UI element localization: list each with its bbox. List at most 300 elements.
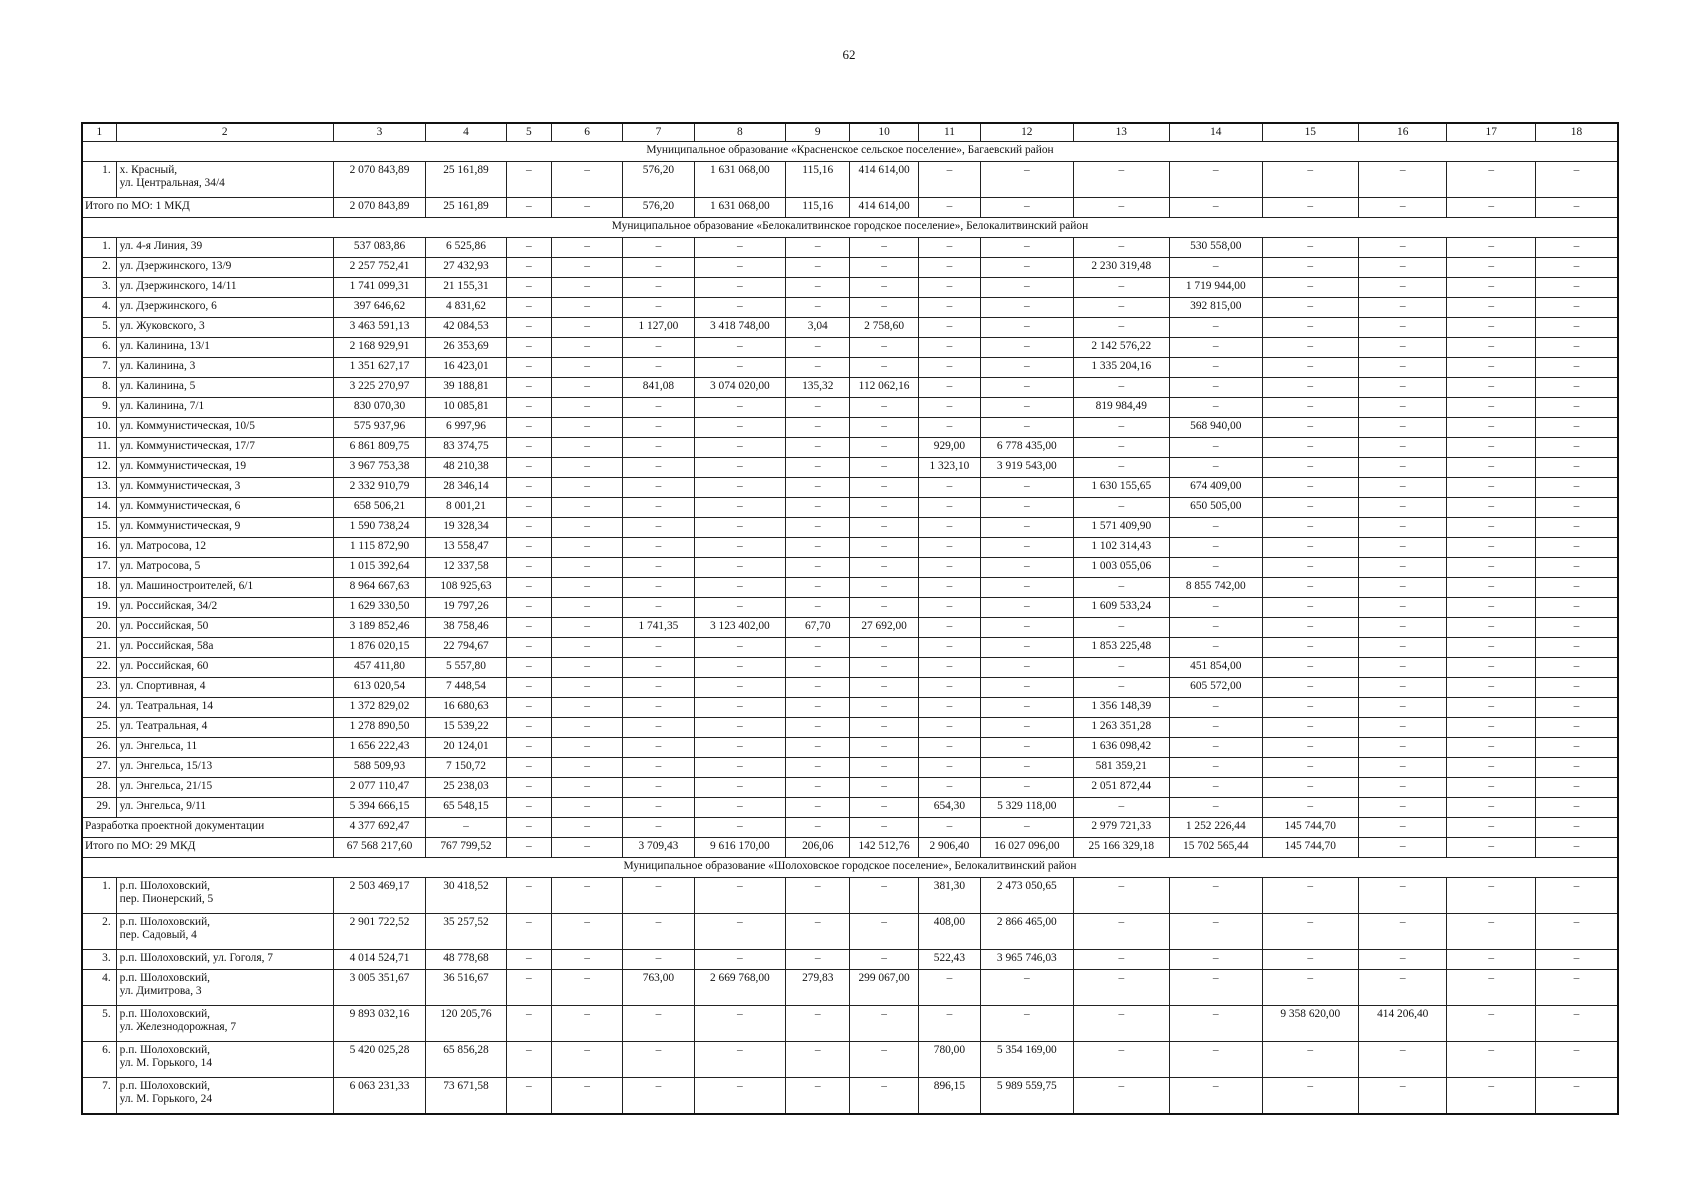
value-cell: 19 328,34	[426, 518, 506, 538]
table-row	[82, 298, 1618, 318]
total-value-cell: –	[551, 818, 622, 838]
value-cell: –	[850, 798, 918, 818]
value-cell: 1 631 068,00	[694, 162, 785, 198]
value-cell: –	[1170, 258, 1262, 278]
value-cell: 115,16	[786, 162, 850, 198]
address-line: р.п. Шолоховский,	[119, 1080, 211, 1092]
address-line: ул. Коммунистическая, 9	[119, 520, 241, 532]
value-cell: –	[918, 298, 980, 318]
value-cell: –	[506, 238, 551, 258]
value-cell: 763,00	[623, 970, 694, 1006]
total-row	[82, 198, 1618, 218]
value-cell: –	[623, 538, 694, 558]
value-cell: 28 346,14	[426, 478, 506, 498]
value-cell: –	[1447, 638, 1535, 658]
value-cell: –	[1262, 798, 1359, 818]
value-cell: –	[850, 1042, 918, 1078]
table-row	[82, 678, 1618, 698]
value-cell: –	[850, 658, 918, 678]
value-cell: 6 861 809,75	[333, 438, 425, 458]
table-row	[82, 418, 1618, 438]
value-cell: 16 423,01	[426, 358, 506, 378]
value-cell: –	[1170, 638, 1262, 658]
value-cell: –	[1359, 758, 1447, 778]
value-cell: –	[506, 398, 551, 418]
value-cell: 13 558,47	[426, 538, 506, 558]
value-cell: –	[786, 638, 850, 658]
value-cell: –	[850, 598, 918, 618]
value-cell: –	[981, 578, 1073, 598]
address-line: ул. Коммунистическая, 19	[119, 460, 247, 472]
value-cell: –	[623, 258, 694, 278]
value-cell: –	[1262, 238, 1359, 258]
value-cell: –	[1170, 950, 1262, 970]
row-number: 5.	[82, 1006, 116, 1042]
value-cell: –	[506, 678, 551, 698]
total-value-cell: –	[551, 838, 622, 858]
value-cell: –	[1262, 698, 1359, 718]
row-number: 14.	[82, 498, 116, 518]
address-cell	[116, 358, 333, 378]
value-cell: –	[694, 878, 785, 914]
table-row	[82, 238, 1618, 258]
value-cell: –	[1073, 878, 1170, 914]
total-value-cell: –	[1535, 198, 1618, 218]
value-cell: –	[918, 418, 980, 438]
value-cell: –	[1447, 1006, 1535, 1042]
value-cell: –	[786, 658, 850, 678]
total-value-cell: –	[426, 818, 506, 838]
column-number: 2	[116, 123, 333, 142]
total-value-cell: 2 906,40	[918, 838, 980, 858]
value-cell: 1 003 055,06	[1073, 558, 1170, 578]
value-cell: 588 509,93	[333, 758, 425, 778]
value-cell: –	[1073, 1042, 1170, 1078]
value-cell: –	[623, 778, 694, 798]
value-cell: –	[981, 358, 1073, 378]
value-cell: –	[694, 278, 785, 298]
value-cell: –	[1262, 1078, 1359, 1115]
value-cell: 2 257 752,41	[333, 258, 425, 278]
value-cell: –	[694, 338, 785, 358]
address-cell	[116, 318, 333, 338]
value-cell: –	[1262, 738, 1359, 758]
table-row	[82, 438, 1618, 458]
table-row	[82, 358, 1618, 378]
value-cell: 2 758,60	[850, 318, 918, 338]
value-cell: 929,00	[918, 438, 980, 458]
address-line: ул. Энгельса, 11	[119, 740, 198, 752]
address-cell	[116, 798, 333, 818]
address-line: х. Красный,	[119, 164, 178, 176]
value-cell: –	[918, 638, 980, 658]
address-cell	[116, 658, 333, 678]
value-cell: 65 548,15	[426, 798, 506, 818]
row-number: 4.	[82, 298, 116, 318]
table-row	[82, 258, 1618, 278]
address-line: ул. Коммунистическая, 10/5	[119, 420, 255, 432]
value-cell: –	[1073, 658, 1170, 678]
value-cell: 654,30	[918, 798, 980, 818]
value-cell: –	[786, 598, 850, 618]
value-cell: 48 210,38	[426, 458, 506, 478]
value-cell: –	[551, 238, 622, 258]
address-line: ул. Энгельса, 15/13	[119, 760, 213, 772]
total-value-cell: 206,06	[786, 838, 850, 858]
value-cell: –	[506, 538, 551, 558]
value-cell: –	[1262, 658, 1359, 678]
value-cell: 1 853 225,48	[1073, 638, 1170, 658]
value-cell: –	[981, 278, 1073, 298]
value-cell: –	[623, 278, 694, 298]
value-cell: –	[1535, 678, 1618, 698]
value-cell: –	[1359, 1078, 1447, 1115]
value-cell: –	[1170, 538, 1262, 558]
row-number: 20.	[82, 618, 116, 638]
value-cell: –	[1447, 718, 1535, 738]
value-cell: –	[506, 278, 551, 298]
value-cell: –	[1073, 318, 1170, 338]
value-cell: –	[1535, 458, 1618, 478]
value-cell: 9 893 032,16	[333, 1006, 425, 1042]
row-number: 2.	[82, 258, 116, 278]
value-cell: 65 856,28	[426, 1042, 506, 1078]
total-value-cell: –	[981, 818, 1073, 838]
value-cell: –	[551, 598, 622, 618]
value-cell: –	[1170, 618, 1262, 638]
total-value-cell: –	[1262, 198, 1359, 218]
value-cell: 12 337,58	[426, 558, 506, 578]
row-number: 1.	[82, 878, 116, 914]
value-cell: –	[551, 914, 622, 950]
value-cell: –	[623, 758, 694, 778]
address-cell	[116, 914, 333, 950]
row-number: 25.	[82, 718, 116, 738]
value-cell: 397 646,62	[333, 298, 425, 318]
total-label: Итого по МО: 1 МКД	[82, 198, 333, 218]
total-value-cell: 576,20	[623, 198, 694, 218]
value-cell: –	[786, 398, 850, 418]
value-cell: 1 015 392,64	[333, 558, 425, 578]
value-cell: –	[1447, 162, 1535, 198]
value-cell: –	[850, 338, 918, 358]
value-cell: 1 263 351,28	[1073, 718, 1170, 738]
value-cell: 16 680,63	[426, 698, 506, 718]
value-cell: –	[551, 698, 622, 718]
total-value-cell: 1 631 068,00	[694, 198, 785, 218]
table-row	[82, 1078, 1618, 1115]
value-cell: –	[1535, 658, 1618, 678]
table-row	[82, 498, 1618, 518]
section-title: Муниципальное образование «Белокалитвинское городское поселение», Белокалитвинский район	[82, 218, 1618, 238]
total-value-cell: –	[551, 198, 622, 218]
value-cell: –	[981, 718, 1073, 738]
value-cell: 6 063 231,33	[333, 1078, 425, 1115]
value-cell: –	[786, 1042, 850, 1078]
value-cell: –	[506, 658, 551, 678]
address-cell	[116, 758, 333, 778]
column-number: 7	[623, 123, 694, 142]
address-line: р.п. Шолоховский,	[119, 1044, 211, 1056]
value-cell: –	[1073, 438, 1170, 458]
value-cell: –	[1262, 398, 1359, 418]
value-cell: –	[850, 258, 918, 278]
value-cell: –	[1447, 1078, 1535, 1115]
value-cell: 650 505,00	[1170, 498, 1262, 518]
value-cell: –	[1073, 914, 1170, 950]
address-cell	[116, 718, 333, 738]
value-cell: –	[850, 1006, 918, 1042]
value-cell: 1 609 533,24	[1073, 598, 1170, 618]
value-cell: 830 070,30	[333, 398, 425, 418]
table-row	[82, 398, 1618, 418]
value-cell: –	[981, 658, 1073, 678]
value-cell: –	[1447, 398, 1535, 418]
value-cell: –	[1262, 950, 1359, 970]
value-cell: –	[506, 618, 551, 638]
total-value-cell: 16 027 096,00	[981, 838, 1073, 858]
value-cell: –	[1535, 914, 1618, 950]
value-cell: 6 525,86	[426, 238, 506, 258]
value-cell: –	[551, 438, 622, 458]
value-cell: –	[506, 970, 551, 1006]
row-number: 26.	[82, 738, 116, 758]
total-value-cell: –	[623, 818, 694, 838]
address-line: ул. Российская, 50	[119, 620, 209, 632]
value-cell: –	[1447, 538, 1535, 558]
table-row	[82, 598, 1618, 618]
value-cell: –	[1170, 1006, 1262, 1042]
address-cell	[116, 162, 333, 198]
value-cell: –	[506, 1042, 551, 1078]
value-cell: –	[1359, 498, 1447, 518]
value-cell: –	[1535, 358, 1618, 378]
value-cell: –	[786, 778, 850, 798]
value-cell: –	[981, 162, 1073, 198]
value-cell: –	[1262, 498, 1359, 518]
address-line: ул. Калинина, 3	[119, 360, 196, 372]
value-cell: –	[694, 698, 785, 718]
total-value-cell: –	[850, 818, 918, 838]
value-cell: –	[1170, 358, 1262, 378]
value-cell: –	[694, 914, 785, 950]
value-cell: –	[1447, 950, 1535, 970]
table-row	[82, 718, 1618, 738]
value-cell: –	[623, 598, 694, 618]
value-cell: 2 669 768,00	[694, 970, 785, 1006]
column-number: 3	[333, 123, 425, 142]
value-cell: –	[1262, 518, 1359, 538]
value-cell: –	[506, 358, 551, 378]
value-cell: –	[506, 914, 551, 950]
row-number: 9.	[82, 398, 116, 418]
address-cell	[116, 398, 333, 418]
value-cell: –	[694, 398, 785, 418]
value-cell: –	[1535, 338, 1618, 358]
address-line: ул. М. Горького, 24	[119, 1093, 213, 1105]
value-cell: –	[1262, 338, 1359, 358]
address-cell	[116, 598, 333, 618]
value-cell: –	[694, 518, 785, 538]
value-cell: –	[1073, 458, 1170, 478]
table-row	[82, 318, 1618, 338]
row-number: 3.	[82, 278, 116, 298]
value-cell: –	[1535, 558, 1618, 578]
value-cell: –	[786, 538, 850, 558]
row-number: 6.	[82, 338, 116, 358]
value-cell: –	[1535, 1078, 1618, 1115]
value-cell: 1 636 098,42	[1073, 738, 1170, 758]
value-cell: –	[918, 318, 980, 338]
value-cell: –	[551, 798, 622, 818]
value-cell: 581 359,21	[1073, 758, 1170, 778]
value-cell: –	[850, 418, 918, 438]
value-cell: –	[850, 518, 918, 538]
table-row	[82, 658, 1618, 678]
value-cell: –	[786, 950, 850, 970]
value-cell: –	[981, 378, 1073, 398]
address-cell	[116, 438, 333, 458]
value-cell: –	[623, 518, 694, 538]
value-cell: –	[694, 538, 785, 558]
value-cell: –	[551, 418, 622, 438]
value-cell: –	[981, 298, 1073, 318]
column-number: 18	[1535, 123, 1618, 142]
value-cell: –	[694, 1006, 785, 1042]
value-cell: –	[551, 638, 622, 658]
value-cell: –	[506, 798, 551, 818]
value-cell: –	[551, 1006, 622, 1042]
value-cell: 530 558,00	[1170, 238, 1262, 258]
section-header-row	[82, 218, 1618, 238]
row-number: 1.	[82, 238, 116, 258]
total-value-cell: 67 568 217,60	[333, 838, 425, 858]
value-cell: –	[1447, 914, 1535, 950]
row-number: 15.	[82, 518, 116, 538]
value-cell: –	[1535, 298, 1618, 318]
value-cell: –	[1073, 278, 1170, 298]
table-row	[82, 338, 1618, 358]
value-cell: 3 967 753,38	[333, 458, 425, 478]
value-cell: –	[981, 418, 1073, 438]
total-value-cell: 25 166 329,18	[1073, 838, 1170, 858]
value-cell: 1 719 944,00	[1170, 278, 1262, 298]
total-value-cell: 3 709,43	[623, 838, 694, 858]
value-cell: –	[1262, 1042, 1359, 1078]
value-cell: –	[1535, 538, 1618, 558]
value-cell: –	[506, 598, 551, 618]
address-cell	[116, 678, 333, 698]
column-number: 4	[426, 123, 506, 142]
row-number: 27.	[82, 758, 116, 778]
column-number: 9	[786, 123, 850, 142]
value-cell: 1 115 872,90	[333, 538, 425, 558]
address-line: ул. Димитрова, 3	[119, 985, 202, 997]
address-line: ул. Театральная, 4	[119, 720, 208, 732]
value-cell: –	[506, 518, 551, 538]
value-cell: –	[1262, 358, 1359, 378]
value-cell: –	[1535, 398, 1618, 418]
value-cell: –	[551, 378, 622, 398]
value-cell: –	[1262, 458, 1359, 478]
value-cell: –	[506, 778, 551, 798]
total-value-cell: –	[1535, 818, 1618, 838]
value-cell: 658 506,21	[333, 498, 425, 518]
value-cell: –	[1073, 298, 1170, 318]
value-cell: 26 353,69	[426, 338, 506, 358]
value-cell: –	[551, 878, 622, 914]
value-cell: –	[551, 278, 622, 298]
value-cell: –	[1073, 970, 1170, 1006]
address-line: ул. 4-я Линия, 39	[119, 240, 203, 252]
column-number: 10	[850, 123, 918, 142]
value-cell: –	[1262, 678, 1359, 698]
value-cell: –	[918, 338, 980, 358]
value-cell: 5 420 025,28	[333, 1042, 425, 1078]
column-number: 11	[918, 123, 980, 142]
value-cell: –	[1073, 798, 1170, 818]
value-cell: –	[981, 1006, 1073, 1042]
value-cell: –	[1170, 758, 1262, 778]
value-cell: –	[506, 162, 551, 198]
value-cell: –	[981, 738, 1073, 758]
address-line: ул. Энгельса, 21/15	[119, 780, 213, 792]
value-cell: –	[786, 678, 850, 698]
value-cell: –	[850, 1078, 918, 1115]
value-cell: –	[551, 718, 622, 738]
value-cell: 20 124,01	[426, 738, 506, 758]
address-cell	[116, 1042, 333, 1078]
value-cell: –	[1359, 398, 1447, 418]
value-cell: –	[1262, 538, 1359, 558]
value-cell: –	[1359, 618, 1447, 638]
value-cell: –	[1359, 718, 1447, 738]
total-value-cell: 142 512,76	[850, 838, 918, 858]
value-cell: 1 278 890,50	[333, 718, 425, 738]
value-cell: –	[623, 578, 694, 598]
row-number: 18.	[82, 578, 116, 598]
value-cell: –	[1073, 498, 1170, 518]
value-cell: –	[506, 1006, 551, 1042]
value-cell: –	[786, 798, 850, 818]
value-cell: 613 020,54	[333, 678, 425, 698]
value-cell: –	[694, 658, 785, 678]
value-cell: 8 001,21	[426, 498, 506, 518]
table-row	[82, 778, 1618, 798]
address-line: р.п. Шолоховский,	[119, 972, 211, 984]
address-cell	[116, 258, 333, 278]
value-cell: –	[551, 518, 622, 538]
value-cell: 3 965 746,03	[981, 950, 1073, 970]
value-cell: –	[1359, 298, 1447, 318]
value-cell: 2 230 319,48	[1073, 258, 1170, 278]
value-cell: –	[1073, 578, 1170, 598]
value-cell: –	[1535, 238, 1618, 258]
column-number: 14	[1170, 123, 1262, 142]
value-cell: –	[694, 758, 785, 778]
value-cell: –	[506, 438, 551, 458]
value-cell: 83 374,75	[426, 438, 506, 458]
value-cell: –	[981, 558, 1073, 578]
address-cell	[116, 778, 333, 798]
address-cell	[116, 950, 333, 970]
value-cell: –	[1359, 338, 1447, 358]
value-cell: 9 358 620,00	[1262, 1006, 1359, 1042]
value-cell: –	[981, 598, 1073, 618]
value-cell: –	[918, 598, 980, 618]
row-number: 19.	[82, 598, 116, 618]
address-line: р.п. Шолоховский, ул. Гоголя, 7	[119, 952, 273, 964]
